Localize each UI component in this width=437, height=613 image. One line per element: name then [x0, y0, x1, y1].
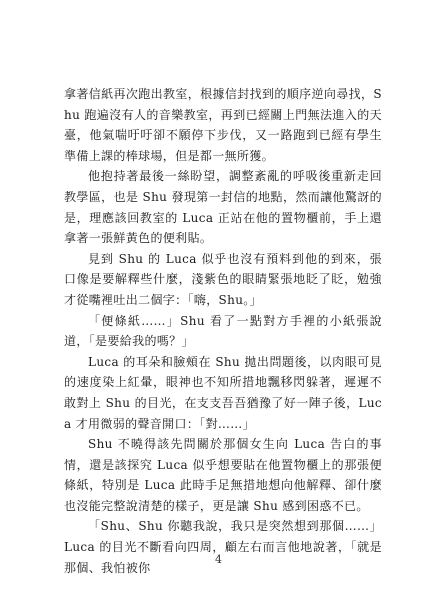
paragraph-4: 「便條紙……」Shu 看了一點對方手裡的小紙張說道，「是要給我的嗎？」: [64, 313, 382, 349]
paragraph-1: 拿著信紙再次跑出教室，根據信封找到的順序逆向尋找，Shu 跑遍沒有人的音樂教室，再到已經關上門無法進入的天臺，他氣喘吁吁卻不願停下步伐，又一路跑到已經有學生準備上課的棒球場，但是都一無所獲。: [64, 87, 382, 163]
page-number: 4: [215, 553, 222, 566]
paragraph-6: Shu 不曉得該先問關於那個女生向 Luca 告白的事情，還是該探究 Luca 似乎想要貼在他置物櫃上的那張便條紙，特別是 Luca 此時手足無措地想向他解釋、卻什麼也沒能完整說清楚的樣子，更是讓 Shu 感到困惑不已。: [64, 437, 382, 513]
body-text: [64, 84, 382, 578]
paragraph-7: 「Shu、Shu 你聽我說，我只是突然想到那個……」Luca 的目光不斷看向四周，顧左右而言他地說著，「就是那個、我怕被你: [64, 519, 382, 575]
paragraph-5: Luca 的耳朵和臉頰在 Shu 拋出問題後，以肉眼可見的速度染上紅暈，眼神也不知所措地飄移閃躲著，遲遲不敢對上 Shu 的目光，在支支吾吾猶豫了好一陣子後，Luca 才用微弱的聲音開口：「對……」: [64, 354, 382, 431]
paragraph-3: 見到 Shu 的 Luca 似乎也沒有預料到他的到來，張口像是要解釋些什麼，淺紫色的眼睛緊張地眨了眨，勉強才從嘴裡吐出二個字：「嗨，Shu。」: [64, 251, 382, 307]
paragraph-2: 他抱持著最後一絲盼望，調整紊亂的呼吸後重新走回教學區，也是 Shu 發現第一封信的地點，然而讓他驚訝的是，理應該回教室的 Luca 正站在他的置物櫃前，手上還拿著一張鮮黃色的便利貼。: [64, 169, 382, 246]
